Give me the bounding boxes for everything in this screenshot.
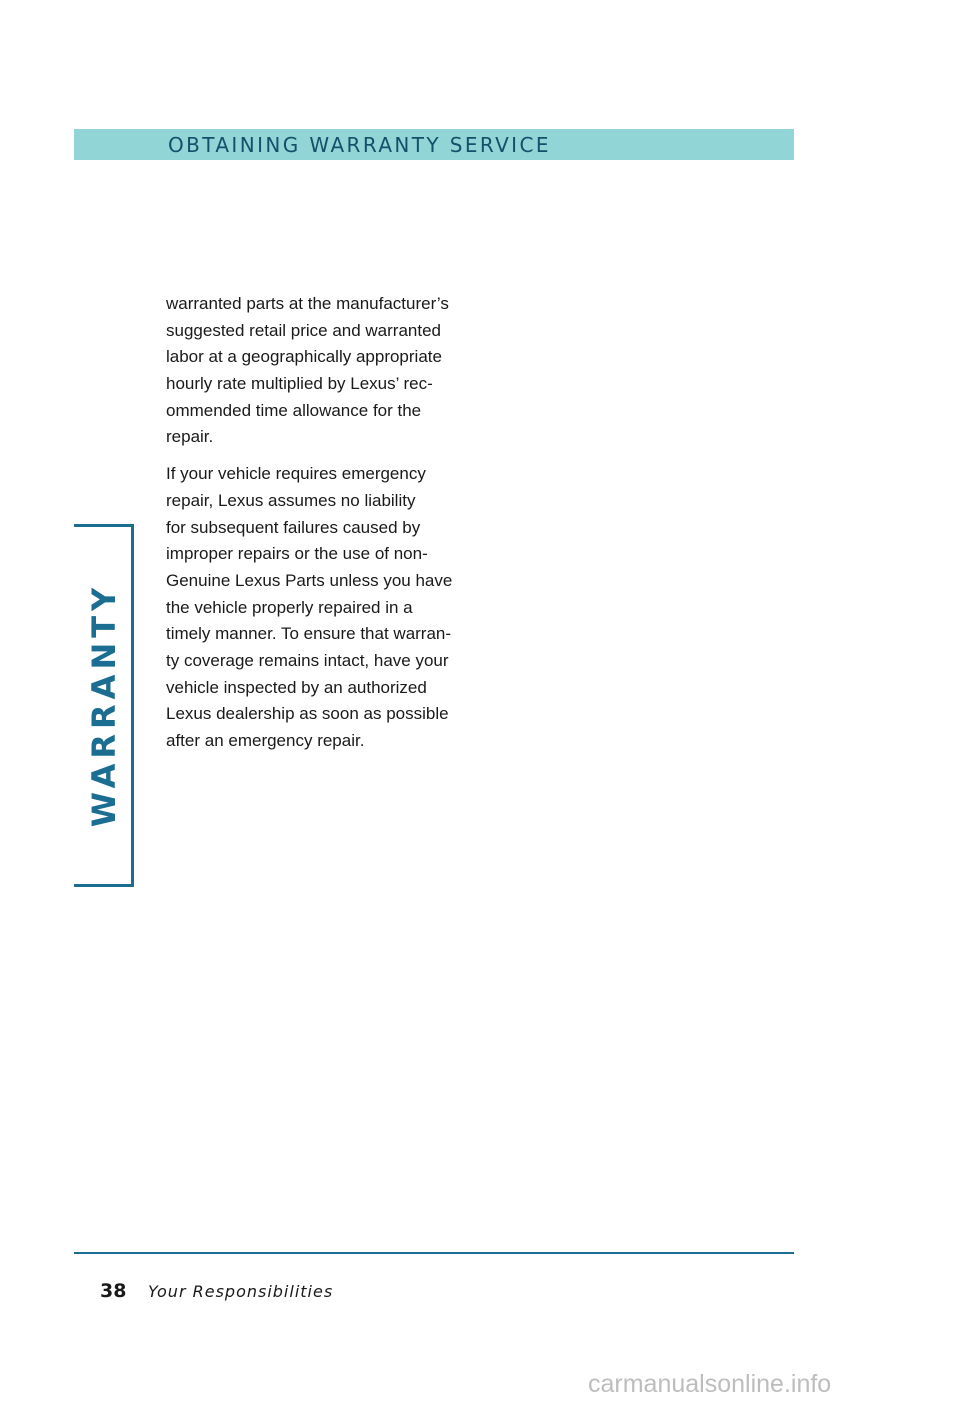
chapter-side-label: WARRANTY xyxy=(85,582,123,828)
watermark-text: carmanualsonline.info xyxy=(588,1370,832,1398)
text-line: after an emergency repair. xyxy=(166,731,365,750)
text-line: hourly rate multiplied by Lexus’ rec- xyxy=(166,374,433,394)
text-line: labor at a geographically appropriate xyxy=(166,347,442,367)
text-line: improper repairs or the use of non- xyxy=(166,544,428,564)
text-line: suggested retail price and warranted xyxy=(166,320,441,340)
text-line: warranted parts at the manufacturer’s xyxy=(166,294,449,313)
text-line: the vehicle properly repaired in a xyxy=(166,597,413,617)
section-title: OBTAINING WARRANTY SERVICE xyxy=(168,133,551,157)
footer-section-name: Your Responsibilities xyxy=(148,1282,334,1301)
text-line: for subsequent failures caused by xyxy=(166,517,421,537)
body-text xyxy=(166,291,466,765)
text-line: Lexus dealership as soon as possible xyxy=(166,704,449,724)
text-line: repair. xyxy=(166,427,214,447)
text-line: timely manner. To ensure that warran- xyxy=(166,624,452,644)
text-line: vehicle inspected by an authorized xyxy=(166,677,427,697)
section-header-band xyxy=(74,129,794,160)
paragraph-emergency-repair xyxy=(166,461,466,755)
footer-rule xyxy=(74,1252,794,1254)
page-number: 38 xyxy=(100,1280,127,1302)
text-line: Genuine Lexus Parts unless you have xyxy=(166,570,453,590)
paragraph-repair-costs xyxy=(166,291,466,451)
text-line: repair, Lexus assumes no liability xyxy=(166,490,416,510)
text-line: ty coverage remains intact, have your xyxy=(166,650,449,670)
text-line: If your vehicle requires emergency xyxy=(166,464,426,484)
text-line: ommended time allowance for the xyxy=(166,400,422,420)
